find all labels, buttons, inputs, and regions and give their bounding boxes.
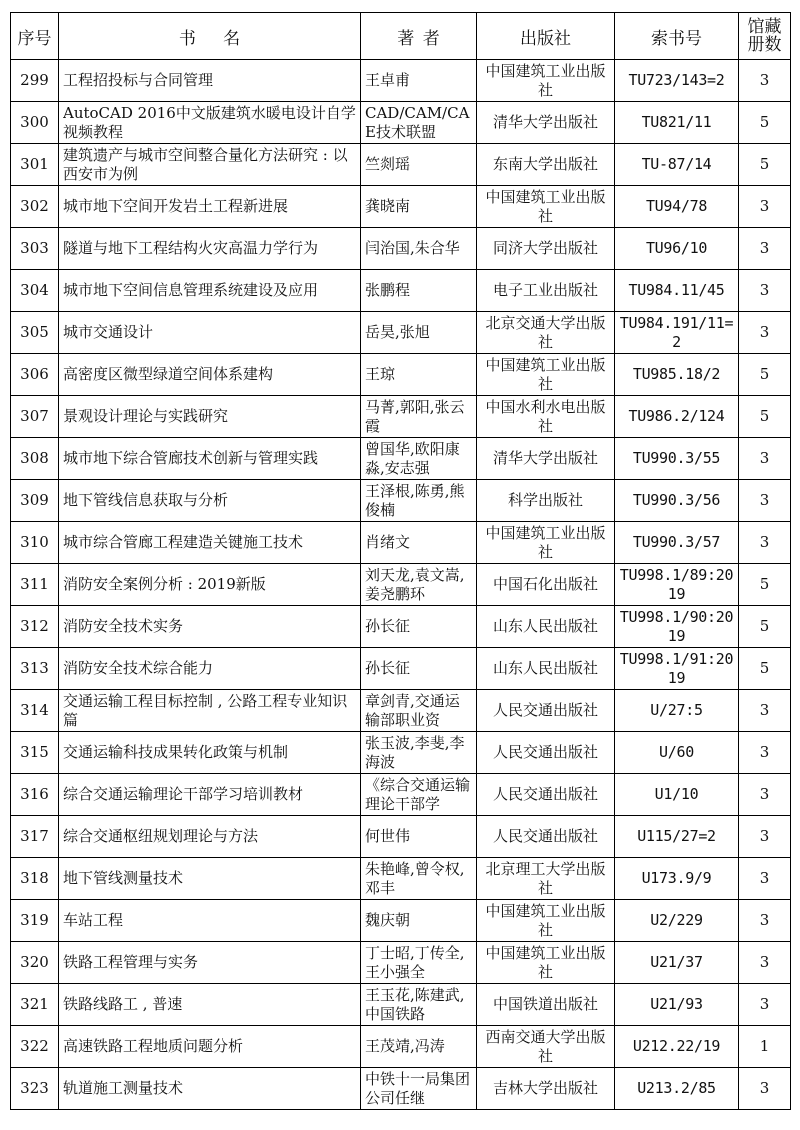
title-text: 建筑遗产与城市空间整合量化方法研究 : 以西安市为例: [63, 145, 348, 183]
cell-publisher: [477, 564, 615, 606]
cell-title: [59, 732, 361, 774]
cell-publisher: [477, 858, 615, 900]
cell-copies: 3: [739, 438, 791, 480]
cell-title: [59, 186, 361, 228]
call-number-text: TU984.11/45: [628, 281, 725, 299]
cell-no: 317: [11, 816, 59, 858]
header-title: 书名: [59, 13, 361, 60]
publisher-text: 人民交通出版社: [492, 701, 598, 719]
cell-no: 309: [11, 480, 59, 522]
title-text: 高速铁路工程地质问题分析: [63, 1037, 244, 1055]
table-row: [11, 522, 791, 564]
publisher-text: 人民交通出版社: [492, 827, 598, 845]
cell-title: [59, 480, 361, 522]
cell-call-number: [615, 144, 739, 186]
cell-publisher: [477, 354, 615, 396]
cell-author: [361, 102, 477, 144]
cell-call-number: [615, 1068, 739, 1110]
title-text: 消防安全案例分析 : 2019新版: [63, 575, 266, 593]
table-row: [11, 690, 791, 732]
publisher-text: 中国建筑工业出版社: [485, 355, 606, 393]
cell-no: 323: [11, 1068, 59, 1110]
call-number-text: U2/229: [650, 911, 703, 929]
call-number-text: TU96/10: [645, 239, 708, 257]
cell-copies: 3: [739, 228, 791, 270]
table-row: [11, 774, 791, 816]
cell-author: [361, 564, 477, 606]
author-text: CAD/CAM/CAE技术联盟: [365, 103, 470, 141]
cell-no: 320: [11, 942, 59, 984]
cell-copies: 5: [739, 144, 791, 186]
author-text: 闫治国,朱合华: [365, 239, 460, 257]
cell-no: 308: [11, 438, 59, 480]
title-text: 车站工程: [63, 911, 124, 929]
cell-title: [59, 984, 361, 1026]
call-number-text: U/60: [659, 743, 694, 761]
cell-publisher: [477, 648, 615, 690]
table-row: [11, 606, 791, 648]
cell-no: 299: [11, 60, 59, 102]
author-text: 龚晓南: [365, 197, 411, 215]
author-text: 马菁,郭阳,张云霞: [365, 397, 465, 435]
table-row: [11, 900, 791, 942]
call-number-text: TU984.191/11=2: [619, 313, 734, 351]
cell-author: [361, 858, 477, 900]
cell-title: [59, 522, 361, 564]
call-number-text: U213.2/85: [637, 1079, 716, 1097]
cell-author: [361, 312, 477, 354]
cell-publisher: [477, 270, 615, 312]
call-number-text: TU990.3/57: [632, 533, 721, 551]
cell-no: 303: [11, 228, 59, 270]
cell-copies: 5: [739, 564, 791, 606]
cell-author: [361, 606, 477, 648]
cell-author: [361, 1068, 477, 1110]
cell-title: [59, 564, 361, 606]
call-number-text: TU998.1/89:2019: [619, 565, 734, 603]
table-row: [11, 102, 791, 144]
cell-author: [361, 60, 477, 102]
call-number-text: TU990.3/56: [632, 491, 721, 509]
publisher-text: 山东人民出版社: [492, 659, 598, 677]
publisher-text: 同济大学出版社: [492, 239, 598, 257]
cell-author: [361, 1026, 477, 1068]
call-number-text: TU94/78: [645, 197, 708, 215]
author-text: 王茂靖,冯涛: [365, 1037, 445, 1055]
cell-call-number: [615, 816, 739, 858]
cell-title: [59, 270, 361, 312]
title-text: 高密度区微型绿道空间体系建构: [63, 365, 274, 383]
cell-publisher: [477, 732, 615, 774]
cell-call-number: [615, 1026, 739, 1068]
title-text: 城市交通设计: [63, 323, 154, 341]
cell-publisher: [477, 1068, 615, 1110]
cell-no: 301: [11, 144, 59, 186]
cell-copies: 3: [739, 270, 791, 312]
table-row: [11, 186, 791, 228]
table-row: [11, 60, 791, 102]
cell-author: [361, 522, 477, 564]
cell-no: 316: [11, 774, 59, 816]
author-text: 章剑青,交通运输部职业资: [365, 691, 460, 729]
cell-title: [59, 816, 361, 858]
table-body: [11, 60, 791, 1110]
cell-title: [59, 144, 361, 186]
author-text: 丁士昭,丁传全,王小强全: [365, 943, 465, 981]
table-row: [11, 648, 791, 690]
call-number-text: TU986.2/124: [628, 407, 725, 425]
cell-no: 306: [11, 354, 59, 396]
author-text: 王玉花,陈建武,中国铁路: [365, 985, 465, 1023]
header-call-number: 索书号: [615, 13, 739, 60]
cell-call-number: [615, 480, 739, 522]
publisher-text: 中国建筑工业出版社: [485, 187, 606, 225]
cell-call-number: [615, 900, 739, 942]
cell-call-number: [615, 312, 739, 354]
title-text: 交通运输工程目标控制 , 公路工程专业知识篇: [63, 691, 348, 729]
publisher-text: 北京理工大学出版社: [485, 859, 606, 897]
cell-author: [361, 732, 477, 774]
cell-publisher: [477, 1026, 615, 1068]
cell-no: 304: [11, 270, 59, 312]
cell-call-number: [615, 228, 739, 270]
cell-title: [59, 648, 361, 690]
cell-copies: 3: [739, 690, 791, 732]
author-text: 曾国华,欧阳康淼,安志强: [365, 439, 460, 477]
publisher-text: 清华大学出版社: [492, 449, 598, 467]
cell-no: 310: [11, 522, 59, 564]
cell-author: [361, 480, 477, 522]
cell-publisher: [477, 228, 615, 270]
cell-publisher: [477, 816, 615, 858]
table-row: [11, 858, 791, 900]
title-text: 隧道与地下工程结构火灾高温力学行为: [63, 239, 319, 257]
cell-copies: 3: [739, 1068, 791, 1110]
cell-author: [361, 648, 477, 690]
cell-publisher: [477, 312, 615, 354]
publisher-text: 电子工业出版社: [492, 281, 598, 299]
cell-publisher: [477, 438, 615, 480]
cell-author: [361, 144, 477, 186]
cell-publisher: [477, 186, 615, 228]
cell-copies: 5: [739, 102, 791, 144]
cell-copies: 3: [739, 522, 791, 564]
cell-no: 313: [11, 648, 59, 690]
cell-title: [59, 900, 361, 942]
title-text: 消防安全技术实务: [63, 617, 184, 635]
cell-copies: 5: [739, 396, 791, 438]
cell-no: 319: [11, 900, 59, 942]
publisher-text: 清华大学出版社: [492, 113, 598, 131]
author-text: 何世伟: [365, 827, 411, 845]
cell-copies: 3: [739, 186, 791, 228]
cell-copies: 3: [739, 732, 791, 774]
cell-publisher: [477, 480, 615, 522]
cell-copies: 5: [739, 648, 791, 690]
cell-title: [59, 60, 361, 102]
publisher-text: 中国建筑工业出版社: [485, 943, 606, 981]
cell-no: 314: [11, 690, 59, 732]
cell-call-number: [615, 522, 739, 564]
cell-title: [59, 396, 361, 438]
table-row: [11, 354, 791, 396]
title-text: 消防安全技术综合能力: [63, 659, 214, 677]
cell-publisher: [477, 396, 615, 438]
cell-title: [59, 228, 361, 270]
cell-author: [361, 354, 477, 396]
cell-call-number: [615, 186, 739, 228]
cell-copies: 1: [739, 1026, 791, 1068]
publisher-text: 人民交通出版社: [492, 743, 598, 761]
cell-call-number: [615, 984, 739, 1026]
cell-author: [361, 228, 477, 270]
cell-publisher: [477, 774, 615, 816]
title-text: 城市地下空间信息管理系统建设及应用: [63, 281, 319, 299]
author-text: 孙长征: [365, 617, 411, 635]
call-number-text: U21/37: [650, 953, 703, 971]
author-text: 朱艳峰,曾令权,邓丰: [365, 859, 465, 897]
table-row: [11, 1068, 791, 1110]
cell-copies: 3: [739, 858, 791, 900]
table-row: [11, 228, 791, 270]
cell-title: [59, 774, 361, 816]
publisher-text: 北京交通大学出版社: [485, 313, 606, 351]
publisher-text: 中国建筑工业出版社: [485, 61, 606, 99]
cell-author: [361, 690, 477, 732]
cell-copies: 3: [739, 480, 791, 522]
table-row: [11, 312, 791, 354]
cell-call-number: [615, 858, 739, 900]
cell-no: 322: [11, 1026, 59, 1068]
author-text: 竺剡瑶: [365, 155, 411, 173]
call-number-text: U173.9/9: [641, 869, 712, 887]
cell-call-number: [615, 564, 739, 606]
cell-author: [361, 942, 477, 984]
title-text: 城市综合管廊工程建造关键施工技术: [63, 533, 304, 551]
title-text: 综合交通运输理论干部学习培训教材: [63, 785, 304, 803]
cell-author: [361, 438, 477, 480]
cell-publisher: [477, 984, 615, 1026]
cell-no: 311: [11, 564, 59, 606]
cell-copies: 3: [739, 312, 791, 354]
cell-call-number: [615, 354, 739, 396]
cell-no: 318: [11, 858, 59, 900]
title-text: 景观设计理论与实践研究: [63, 407, 229, 425]
cell-call-number: [615, 690, 739, 732]
author-text: 张玉波,李斐,李海波: [365, 733, 465, 771]
title-text: 工程招投标与合同管理: [63, 71, 214, 89]
call-number-text: TU998.1/90:2019: [619, 607, 734, 645]
cell-call-number: [615, 270, 739, 312]
cell-call-number: [615, 438, 739, 480]
cell-title: [59, 354, 361, 396]
call-number-text: U115/27=2: [637, 827, 716, 845]
publisher-text: 吉林大学出版社: [492, 1079, 598, 1097]
header-row: [11, 13, 791, 60]
cell-title: [59, 942, 361, 984]
title-text: 轨道施工测量技术: [63, 1079, 184, 1097]
cell-copies: 3: [739, 816, 791, 858]
title-text: 铁路线路工 , 普速: [63, 995, 183, 1013]
cell-call-number: [615, 942, 739, 984]
author-text: 张鹏程: [365, 281, 411, 299]
title-text: 城市地下空间开发岩土工程新进展: [63, 197, 289, 215]
header-author: 著者: [361, 13, 477, 60]
publisher-text: 中国建筑工业出版社: [485, 901, 606, 939]
cell-publisher: [477, 102, 615, 144]
cell-copies: 3: [739, 942, 791, 984]
header-publisher: 出版社: [477, 13, 615, 60]
author-text: 刘天龙,袁文嵩,姜尧鹏环: [365, 565, 465, 603]
cell-call-number: [615, 606, 739, 648]
author-text: 王琼: [365, 365, 396, 383]
call-number-text: TU821/11: [641, 113, 712, 131]
table-row: [11, 1026, 791, 1068]
cell-author: [361, 396, 477, 438]
cell-publisher: [477, 522, 615, 564]
cell-title: [59, 606, 361, 648]
cell-author: [361, 270, 477, 312]
cell-call-number: [615, 396, 739, 438]
cell-author: [361, 816, 477, 858]
cell-title: [59, 102, 361, 144]
cell-copies: 3: [739, 774, 791, 816]
cell-no: 305: [11, 312, 59, 354]
publisher-text: 东南大学出版社: [492, 155, 598, 173]
cell-title: [59, 438, 361, 480]
cell-title: [59, 858, 361, 900]
author-text: 魏庆朝: [365, 911, 411, 929]
book-list-sheet: [10, 12, 791, 1110]
publisher-text: 科学出版社: [507, 491, 583, 509]
table-row: [11, 984, 791, 1026]
call-number-text: TU-87/14: [641, 155, 712, 173]
cell-copies: 5: [739, 606, 791, 648]
title-text: 铁路工程管理与实务: [63, 953, 199, 971]
title-text: AutoCAD 2016中文版建筑水暖电设计自学视频教程: [63, 103, 356, 141]
table-row: [11, 816, 791, 858]
cell-call-number: [615, 60, 739, 102]
call-number-text: TU998.1/91:2019: [619, 649, 734, 687]
cell-title: [59, 312, 361, 354]
publisher-text: 中国建筑工业出版社: [485, 523, 606, 561]
cell-publisher: [477, 60, 615, 102]
cell-title: [59, 1068, 361, 1110]
cell-no: 300: [11, 102, 59, 144]
author-text: 岳昊,张旭: [365, 323, 430, 341]
call-number-text: U212.22/19: [632, 1037, 721, 1055]
call-number-text: U/27:5: [650, 701, 703, 719]
table-row: [11, 732, 791, 774]
publisher-text: 西南交通大学出版社: [485, 1027, 606, 1065]
cell-title: [59, 690, 361, 732]
author-text: 《综合交通运输理论干部学: [365, 775, 471, 813]
cell-title: [59, 1026, 361, 1068]
call-number-text: TU990.3/55: [632, 449, 721, 467]
author-text: 肖绪文: [365, 533, 411, 551]
title-text: 城市地下综合管廊技术创新与管理实践: [63, 449, 319, 467]
cell-publisher: [477, 900, 615, 942]
book-table: [10, 12, 791, 1110]
table-row: [11, 438, 791, 480]
cell-call-number: [615, 732, 739, 774]
title-text: 综合交通枢纽规划理论与方法: [63, 827, 259, 845]
cell-no: 315: [11, 732, 59, 774]
cell-no: 302: [11, 186, 59, 228]
table-row: [11, 564, 791, 606]
title-text: 地下管线测量技术: [63, 869, 184, 887]
cell-author: [361, 774, 477, 816]
table-row: [11, 480, 791, 522]
cell-publisher: [477, 144, 615, 186]
publisher-text: 中国石化出版社: [492, 575, 598, 593]
cell-publisher: [477, 690, 615, 732]
cell-author: [361, 186, 477, 228]
cell-copies: 5: [739, 354, 791, 396]
call-number-text: U21/93: [650, 995, 703, 1013]
author-text: 王卓甫: [365, 71, 411, 89]
cell-call-number: [615, 102, 739, 144]
author-text: 王泽根,陈勇,熊俊楠: [365, 481, 465, 519]
author-text: 中铁十一局集团公司任继: [365, 1069, 471, 1107]
author-text: 孙长征: [365, 659, 411, 677]
cell-copies: 3: [739, 984, 791, 1026]
cell-author: [361, 984, 477, 1026]
cell-publisher: [477, 942, 615, 984]
publisher-text: 中国水利水电出版社: [485, 397, 606, 435]
table-row: [11, 942, 791, 984]
cell-call-number: [615, 774, 739, 816]
publisher-text: 山东人民出版社: [492, 617, 598, 635]
cell-no: 321: [11, 984, 59, 1026]
title-text: 地下管线信息获取与分析: [63, 491, 229, 509]
cell-no: 312: [11, 606, 59, 648]
table-row: [11, 270, 791, 312]
call-number-text: TU985.18/2: [632, 365, 721, 383]
publisher-text: 中国铁道出版社: [492, 995, 598, 1013]
header-copies: 馆藏册数: [739, 13, 791, 60]
table-row: [11, 144, 791, 186]
title-text: 交通运输科技成果转化政策与机制: [63, 743, 289, 761]
cell-author: [361, 900, 477, 942]
cell-copies: 3: [739, 60, 791, 102]
header-no: 序号: [11, 13, 59, 60]
cell-publisher: [477, 606, 615, 648]
cell-copies: 3: [739, 900, 791, 942]
call-number-text: U1/10: [654, 785, 699, 803]
publisher-text: 人民交通出版社: [492, 785, 598, 803]
cell-call-number: [615, 648, 739, 690]
cell-no: 307: [11, 396, 59, 438]
call-number-text: TU723/143=2: [628, 71, 725, 89]
table-row: [11, 396, 791, 438]
